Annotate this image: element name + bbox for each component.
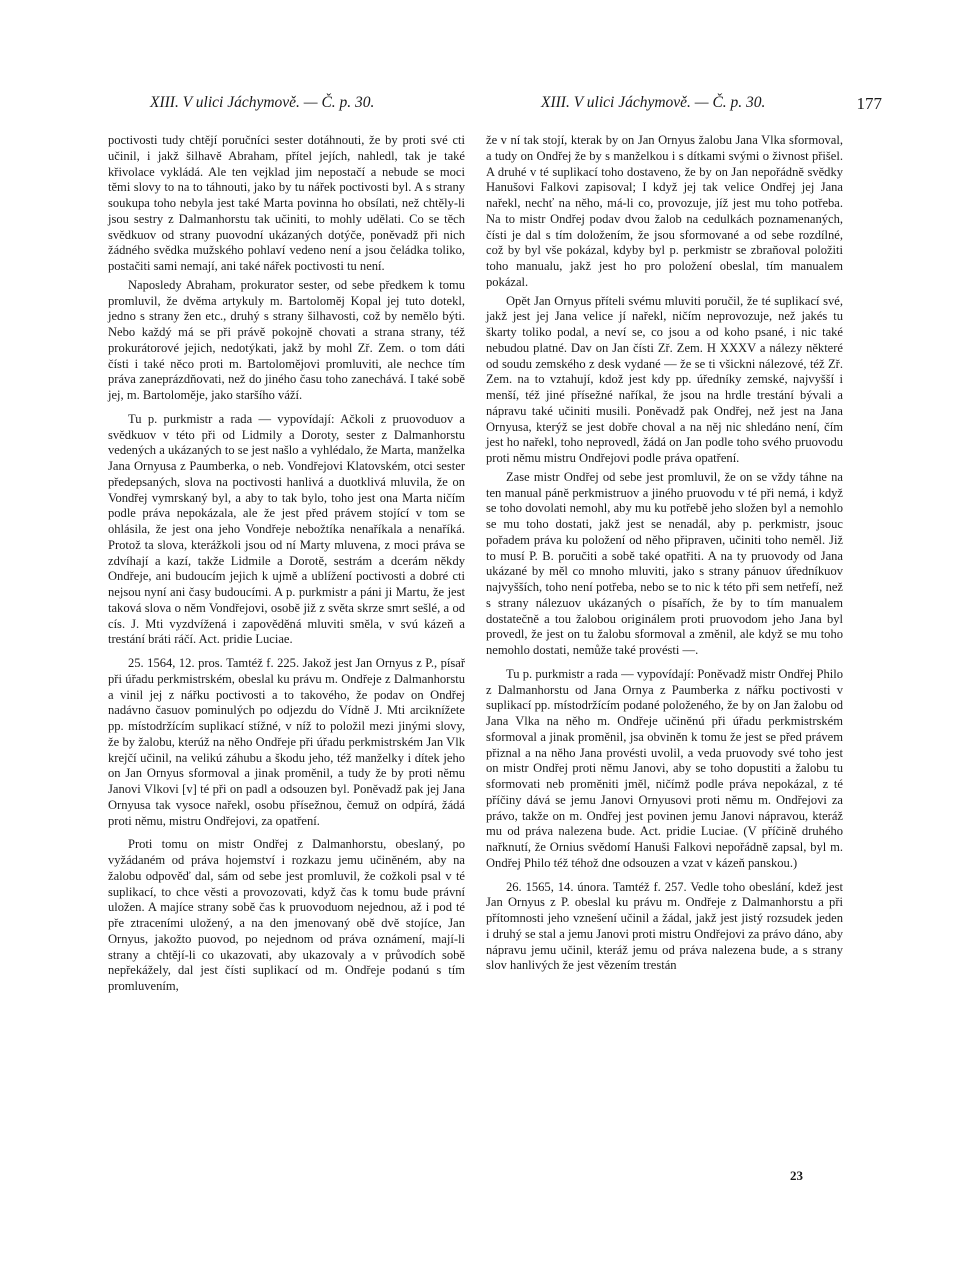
- signature-mark: 23: [790, 1168, 803, 1183]
- paragraph: Zase mistr Ondřej od sebe jest promluvil, že on se vždy táhne na ten manual páně perkmistruov a jiného pruovodu v té při nemá, i když se toho dovolati nemohl, aby mu ku potřebě jeho složen byl a nemohlo se mu toho dostati, jakž jest se nenadál, aby p. perkmistr, jsouc pořadem práva ku položení od něho připraven, učiniti toho neměl. Již to musí P. B. poručiti a sobě také opatřiti. A na ty pruovody od Jana ukázané by měl co mnoho mluviti, jako s strany pánuov úředníkuov najvyšších, toho není potřeba, nebo se to nic k této při sem netřefí, než s strany nálezuov ukázaných o písařích, že by to tím manualem dostatečně a tou žalobou originálem proti pruovodom jeho Jana byl provedl, že jest on tu žalobu sformoval a změnil, ale když se mu toho nemohlo dostati, nemůže také provésti —.: [486, 469, 843, 657]
- paragraph: že v ní tak stojí, kterak by on Jan Ornyus žalobu Jana Vlka sformoval, a tudy on Ondřej že by s manželkou i s dítkami svými o živnost přišel. A druhé v té suplikací toho dostaveno, že by on Jan nepořádně svědky Hanušovi Falkovi zapisoval; I když jej tak velice Ondřej jej Jana nařekl, nechť na něho, má-li co, provozuje, jíž jest mu toho potřeba. Na to mistr Ondřej podav dvou žalob na cedulkách poznamenaných, čísti je dal s tím doložením, že jsou sformované a od sebe rozdílné, což by byl vše pokázal, kdyby byl p. perkmistr se zbraňoval položiti toho manualu, jakž jest ho pro položení obeslal, tím manualem pokázal.: [486, 133, 843, 289]
- left-column: [108, 133, 465, 995]
- paragraph: Naposledy Abraham, prokurator sester, od sebe předkem k tomu promluvil, že dvěma artykuly m. Bartoloměj Kopal jej tuto dotekl, jedno s strany žen etc., druhý s strany šilhavosti, což by nemělo býti. Nebo každý má se při právě pokojně chovati a strana strany, též prokurátorové jejich, nedotýkati, jakž by mohl Zř. Zem. o tom dáti čísti i také něco proti m. Bartolomějovi promluviti, ale nechce tím práva zaneprázdňovati, než do jiného času toho zanechává. I také sobě jej, m. Bartoloměje, jako staršího váží.: [108, 277, 465, 402]
- paragraph: Proti tomu on mistr Ondřej z Dalmanhorstu, obeslaný, po vyžádaném od práva hojemství i rozkazu jemu učiněném, aby na žalobu odpověď dal, sám od sebe jest promluvil, že cožkoli psal v té suplikací, to chce věsti a provozovati, když čas k tomu bude právní uložen. A majíce strany sobě čas k pruovoduom nejednou, až i pod té pře ztraceními uložený, a na den jmenovaný obě dvě stojíce, Jan Ornyus, jakožto puovod, po nejednom od práva oznámení, mají-li strany a chtějí-li co ukazovati, aby ukazovaly a v průvodích sobě nepřekážely, dal jest čísti suplikací od m. Ondřeje podanú s tím promluvením,: [108, 837, 465, 993]
- page-number: 177: [856, 94, 882, 113]
- paragraph: poctivosti tudy chtějí poručníci sester dotáhnouti, že by proti své cti učinil, i jakž šilhavě Abraham, přítel jejích, nahledl, tak je také křivolace vykládá. Ale ten vejklad jim nepostačí a nebude se moci těmi slovy to na to táhnouti, jako by tu nářek poctivosti byl. A s strany soukupa toho nebyla jest také Marta povinna ho obsílati, než chtěly-li jsou sestry z Dalmanhorstu tak učiniti, to mohly udělati. Co se těch svědkuov od strany puovodní ukázaných dotýče, poněvadž při nich žádného svědka mužského pohlaví vedeno není a jsou čeládka toliko, postačiti sami nemají, ani také nářek poctivosti tu není.: [108, 133, 465, 273]
- paragraph: Tu p. purkmistr a rada — vypovídají: Ačkoli z pruovoduov a svědkuov v této při od Lidmily a Doroty, sester z Dalmanhorstu vedených a ukázaných to se jest našlo a vyhlédalo, že Marta, manželka Jana Ornyusa z Paumberka, o neb. Vondřejovi Klatovském, otci sester předepsaných, slova na poctivosti hanlivá a duotklivá mluvila, že on Vondřej vymrskaný byl, a aby to tak bylo, toho jest ona Marta ničím podle práva nepokázala, ale že jest před právem stojící v tom se ohlásila, že jest ona jeho Vondřeje nebožtíka nenaříkala a nenaříká. Protož ta slova, kterážkoli jsou od ní Marty mluvena, z moci práva se zdvíhají a kazí, takže Lidmile a Dorotě, sestrám a dcerám někdy Ondřeje, ani budoucím jejich k ujmě a ublížení poctivosti a dobré cti nejsou nyní ani časy budoucími. A p. purkmistr a páni ji Martu, že jest taková slova o něm Vondřejovi, osobě již z světa skrze smrt sešlé, a od cís. J. Mti vyzdvížená i zapověděná mluviti směla, v svú kázeň a trestání bráti ráčí. Act. pridie Luciae.: [108, 411, 465, 647]
- running-head-left: XIII. V ulici Jáchymově. — Č. p. 30.: [150, 94, 375, 111]
- paragraph: Tu p. purkmistr a rada — vypovídají: Poněvadž mistr Ondřej Philo z Dalmanhorstu od Jana Ornya z Paumberka z nářku poctivosti v suplikací pp. místodržícím podané položeného, že by on Jan žalobu od Jana Vlka na něho m. Ondřeje učiněnú při úřadu perkmistrském sformoval a jinak proměnil, jsa obviněn k tomu že jest se před právem přiznal a na něho Jana provésti uvolil, a veda pruovody své toho jest on mistr Ondřej proti němu Janovi, aby se toho dopustiti a žalobu tu sformovati neb proměniti jměl, ničímž podle práva nepokázal, z té příčiny dává se jemu Janovi Ornyusovi proti němu m. Ondřejovi za právo, takže on m. Ondřej jest povinen jemu Janovi nápravou, kteráž mu od práva nalezena bude. Act. pridie Luciae. (V příčině druhého nařknutí, že Ornius svědomí Hanuši Falkovi nepořádně zapsal, byl m. Ondřej Philo též téhož dne odsouzen a vzat v kázeň panskou.): [486, 666, 843, 870]
- paragraph: 25. 1564, 12. pros. Tamtéž f. 225. Jakož jest Jan Ornyus z P., písař při úřadu perkmistrském, obeslal ku právu m. Ondřeje z Dalmanhorstu a vinil jej z nářku poctivosti a to takového, že podav on Ondřej nadávno časuov pominulých po odjezdu do Vídně J. Mti arciknížete pp. místodržícím suplikací stížné, v níž to položil mezi jinými slovy, že by žalobu, kterúž na něho Ondřeje při úřadu perkmistrském Jan Vlk krejčí učinil, na velikú záhubu a škodu jeho, též manželky i dítek jeho on Jan Ornyus sformoval a jinak proměnil, a tudy že by proti němu Janovi Vlkovi [v] té při on padl a odsouzen byl. Poněvadž pak jej Jana Ornyusa tak vysoce nařekl, osobu přísežnou, čemuž on odpírá, žádá proti němu, mistru Ondřejovi, za opatření.: [108, 656, 465, 828]
- paragraph: 26. 1565, 14. února. Tamtéž f. 257. Vedle toho obeslání, kdež jest Jan Ornyus z P. obeslal ku právu m. Ondřeje z Dalmanhorstu a při přítomnosti jeho vznešení učinil a žádal, jakž jest jistý rozsudek jeden i druhý se stal a jemu Janovi proti mistru Ondřejovi za právo dáno, aby nápravu jemu učinil, kteráž jemu od práva nalezena bude, a s strany slov hanlivých že jest vězením trestán: [486, 879, 843, 973]
- running-head-right: XIII. V ulici Jáchymově. — Č. p. 30.: [541, 94, 766, 111]
- paragraph: Opět Jan Ornyus příteli svému mluviti poručil, že té suplikací své, jakž jest jej Jana velice jí nařekl, ničím neprovozuje, než jakés tu škarty toliko podal, a neví se, co jsou a od koho psané, i nic také nebudou platné. Dav on Jan čísti Zř. Zem. H XXXV a nálezy některé od soudu zemského z desk vydané — že se ti všickni nálezové, též Zř. Zem. na to vztahují, kdož jest kdy pp. úředníky zemské, najvyšší i menší, též jiné přísežné naříkal, že jsou na hrdle trestání bývali a nápravu také učiniti musili. Poněvadž pak Ondřej, než jest na Jana Ornyusa, kterýž se jest dobře choval a na něj nic shledáno není, čím jest ho nařekl, toho neprovedl, žádá on Jan podle toho svého pruovodu proti němu mistru Ondřejovi podle práva opatření.: [486, 293, 843, 465]
- right-column: [486, 133, 843, 974]
- running-header: [108, 94, 882, 118]
